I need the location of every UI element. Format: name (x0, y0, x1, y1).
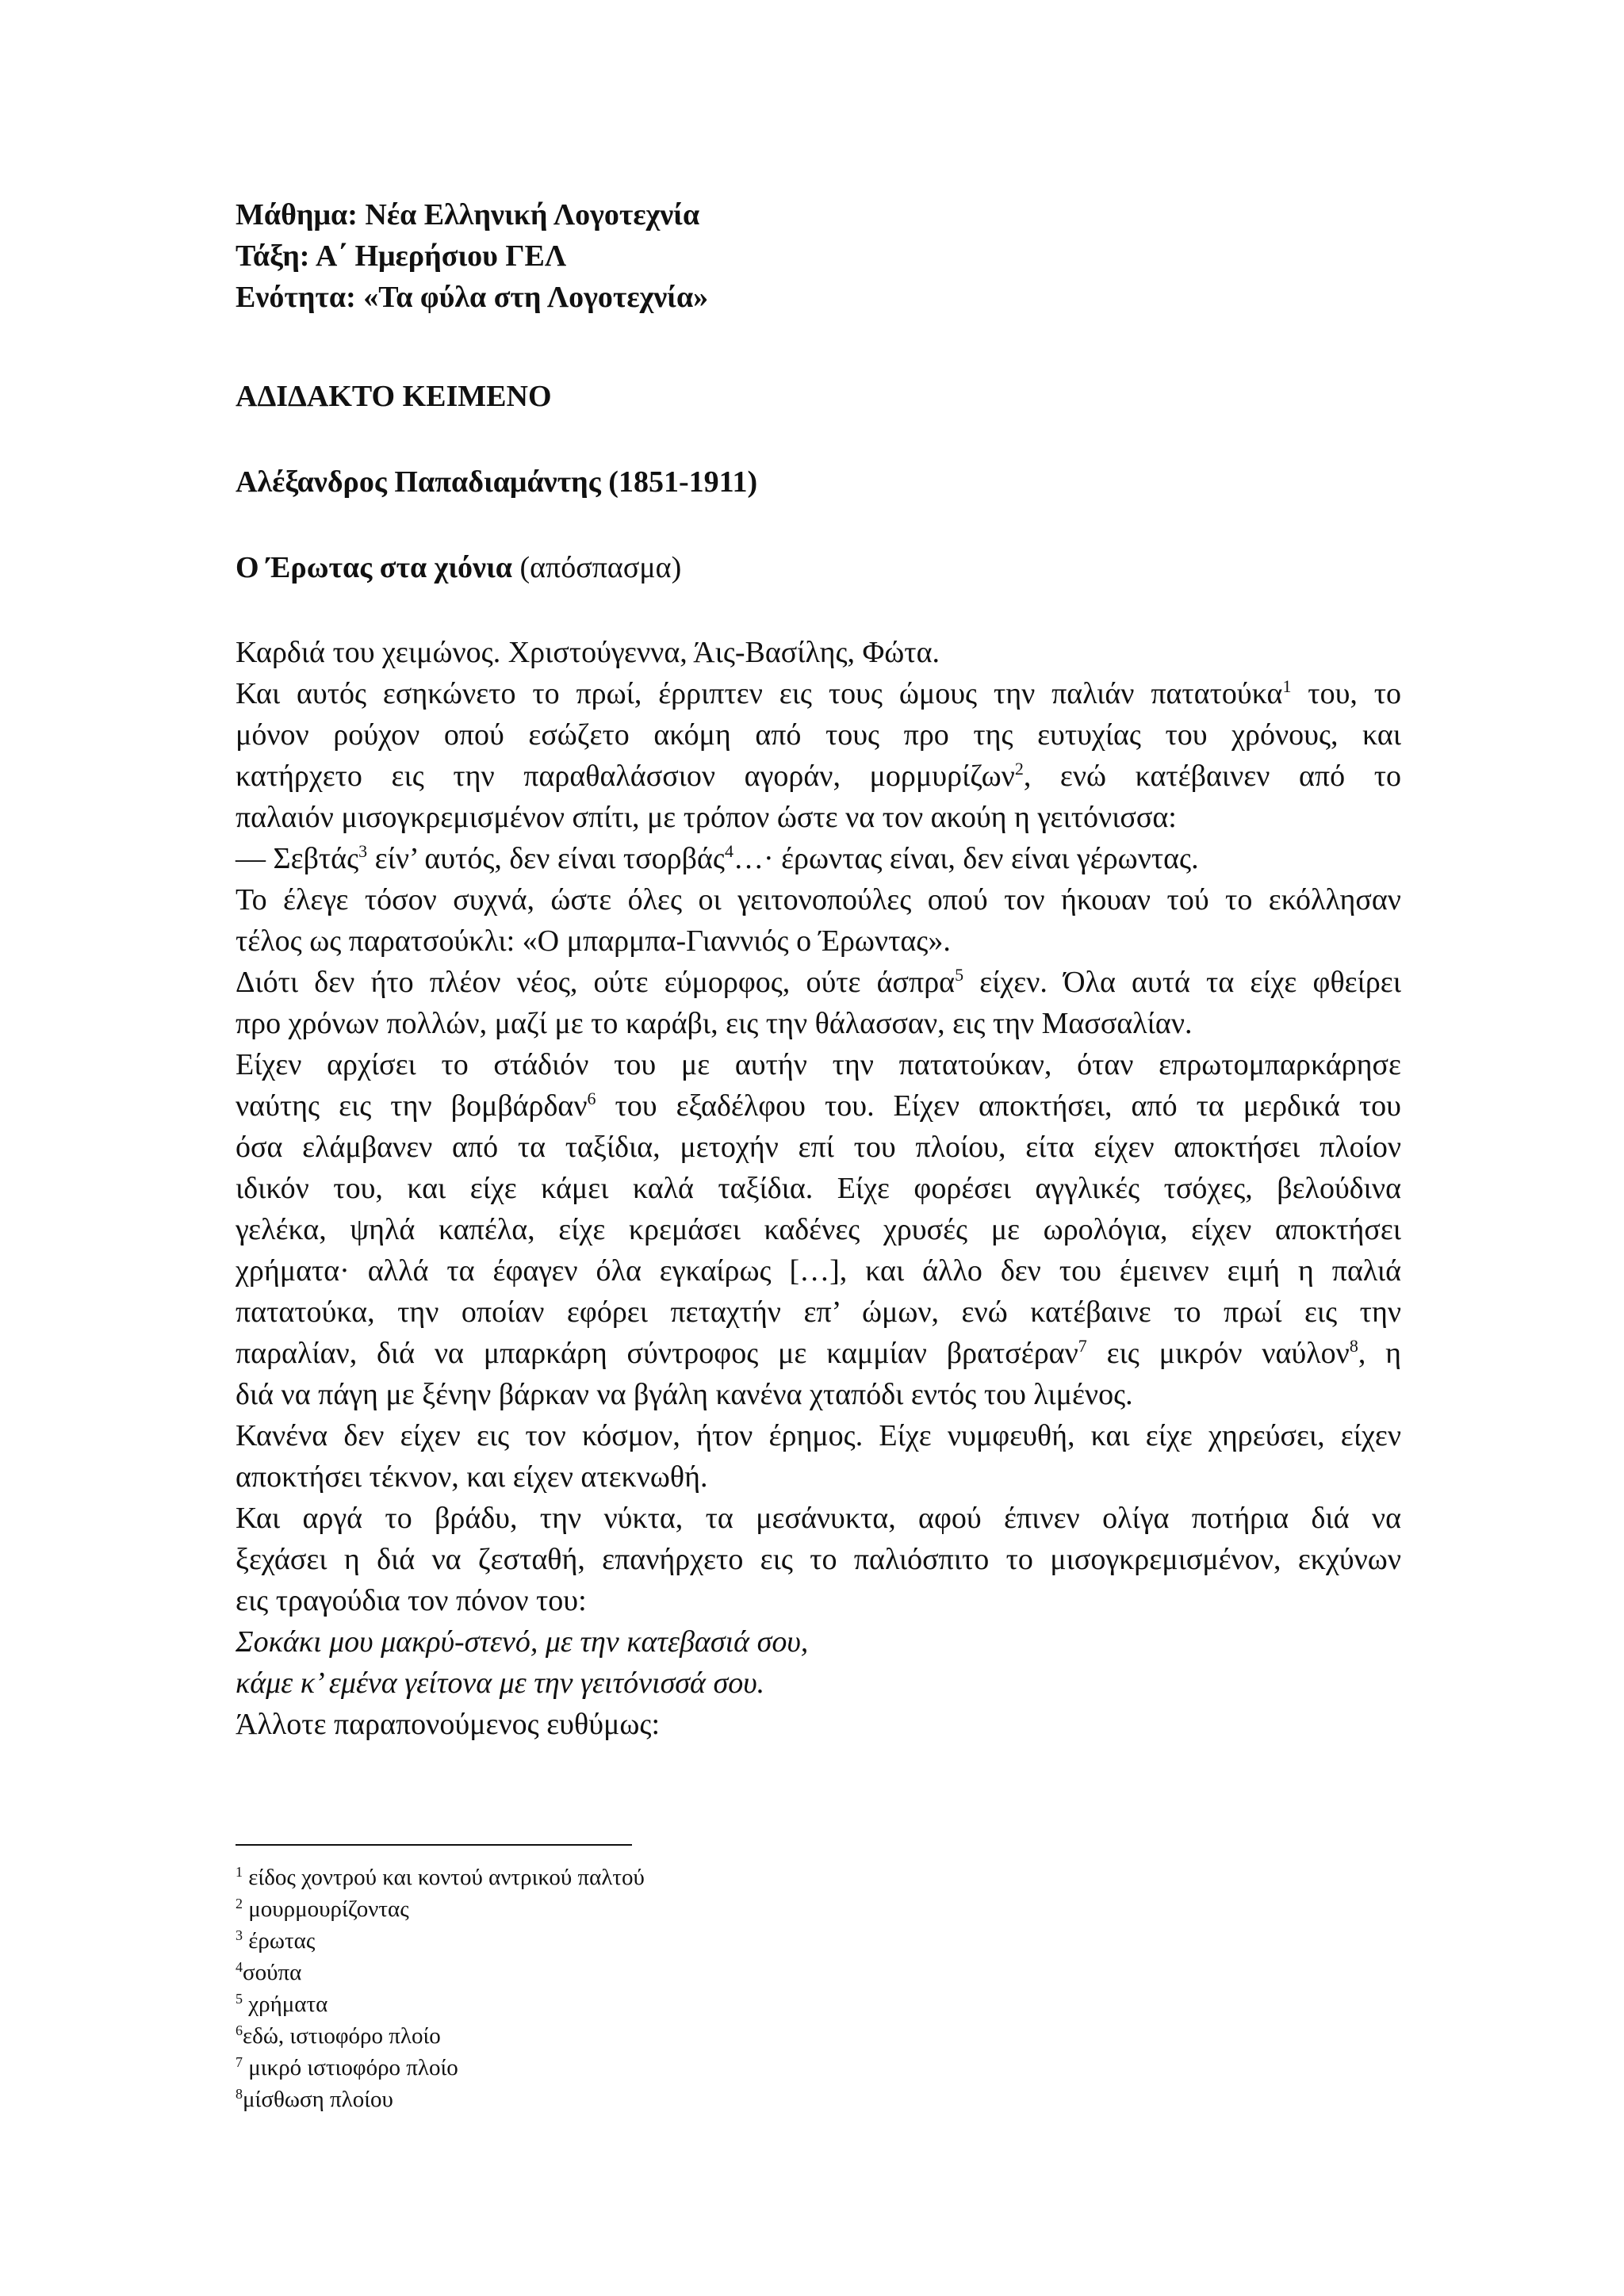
footnote-ref: 4 (724, 841, 733, 861)
footnote-ref: 7 (1078, 1336, 1087, 1356)
verse-line: Σοκάκι μου μακρύ-στενό, με την κατεβασιά σου, (236, 1625, 809, 1659)
text-line: Και αυτός εσηκώνετο το πρωί, έρριπτεν εις τους ώμους την παλιάν πατατούκα$^1$ του, το (236, 676, 1402, 710)
text-line: Κανένα δεν είχεν εις τον κόσμον, ήτον έρημος. Είχε νυμφευθή, και είχε χηρεύσει, είχεν (236, 1419, 1401, 1452)
footnote: $^7$ μικρό ιστιοφόρο πλοίο (236, 2054, 458, 2080)
text-line: εις τραγούδια τον πόνον του: (236, 1584, 587, 1617)
text-line: παραλίαν, διά να μπαρκάρη σύντροφος με καμμίαν βρατσέραν$^7$ εις μικρόν ναύλον$^8$, η (236, 1336, 1402, 1370)
text-line: Είχεν αρχίσει το στάδιόν του με αυτήν την πατατούκαν, όταν επρωτομπαρκάρησε (236, 1048, 1401, 1081)
class-line: Τάξη: Α΄ Ημερήσιου ΓΕΛ (236, 239, 567, 273)
footnote-ref: 8 (1349, 1336, 1358, 1356)
text-line: αποκτήσει τέκνον, και είχεν ατεκνωθή. (236, 1460, 708, 1494)
footnote: $^1$ είδος χοντρού και κοντού αντρικού παλτού (236, 1864, 645, 1890)
text-line: ιδικόν του, και είχε κάμει καλά ταξίδια. Είχε φορέσει αγγλικές τσόχες, βελούδινα (236, 1172, 1401, 1205)
main-text (236, 632, 1401, 1745)
text-line: παλαιόν μισογκρεμισμένον σπίτι, με τρόπον ώστε να τον ακούη η γειτόνισσα: (236, 801, 1177, 834)
footnote-separator (236, 1844, 632, 1846)
text-line: μόνον ρούχον οπού εσώζετο ακόμη από τους προ της ευτυχίας του χρόνους, και (236, 718, 1401, 752)
text-line: διά να πάγη με ξένην βάρκαν να βγάλη κανένα χταπόδι εντός του λιμένος. (236, 1378, 1133, 1411)
text-line: Καρδιά του χειμώνος. Χριστούγεννα, Άις-Βασίλης, Φώτα. (236, 636, 940, 669)
work-title-line (236, 547, 1401, 588)
section-title: ΑΔΙΔΑΚΤΟ ΚΕΙΜΕΝΟ (236, 380, 552, 413)
text-line: Το έλεγε τόσον συχνά, ώστε όλες οι γειτονοπούλες οπού τον ήκουαν τού το εκόλλησαν (236, 883, 1401, 916)
text-line: Διότι δεν ήτο πλέον νέος, ούτε εύμορφος, ούτε άσπρα$^5$ είχεν. Όλα αυτά τα είχε φθείρει (236, 965, 1401, 999)
footnote: $^6$εδώ, ιστιοφόρο πλοίο (236, 2022, 441, 2049)
footnote: $^4$σούπα (236, 1959, 302, 1985)
text-line: προ χρόνων πολλών, μαζί με το καράβι, εις την θάλασσαν, εις την Μασσαλίαν. (236, 1007, 1193, 1040)
footnote-ref: 5 (955, 965, 964, 985)
author-line: Αλέξανδρος Παπαδιαμάντης (1851-1911) (236, 465, 758, 499)
text-line: γελέκα, ψηλά καπέλα, είχε κρεμάσει καδένες χρυσές με ωρολόγια, είχεν αποκτήσει (236, 1213, 1401, 1246)
footnote-ref: 6 (587, 1089, 596, 1108)
text-line: Και αργά το βράδυ, την νύκτα, τα μεσάνυκτα, αφού έπινεν ολίγα ποτήρια διά να (236, 1502, 1401, 1535)
footnote: $^3$ έρωτας (236, 1927, 316, 1954)
text-line: ναύτης εις την βομβάρδαν$^6$ του εξαδέλφου του. Είχεν αποκτήσει, από τα μερδικά του (236, 1089, 1401, 1123)
lesson-line: Μάθημα: Νέα Ελληνική Λογοτεχνία (236, 198, 700, 232)
text-line: όσα ελάμβανεν από τα ταξίδια, μετοχήν επί του πλοίου, είτα είχεν αποκτήσει πλοίον (236, 1131, 1401, 1164)
footnote-ref: 1 (1282, 676, 1292, 696)
footnote: $^5$ χρήματα (236, 1991, 328, 2017)
work-note: (απόσπασμα) (511, 551, 682, 584)
footnote: $^8$μίσθωση πλοίου (236, 2086, 393, 2112)
footnote: $^2$ μουρμουρίζοντας (236, 1896, 409, 1922)
text-line: — Σεβτάς$^3$ είν’ αυτός, δεν είναι τσορβάς$^4$…· έρωντας είναι, δεν είναι γέρωντας. (236, 841, 1199, 875)
footnote-ref: 3 (358, 841, 368, 861)
text-line: πατατούκα, την οποίαν εφόρει πεταχτήν επ’ ώμων, ενώ κατέβαινε το πρωί εις την (236, 1295, 1401, 1329)
document-header (236, 194, 1401, 318)
text-line: ξεχάσει η διά να ζεσταθή, επανήρχετο εις το παλιόσπιτο το μισογκρεμισμένον, εκχύνων (236, 1543, 1401, 1576)
unit-line: Ενότητα: «Τα φύλα στη Λογοτεχνία» (236, 281, 709, 314)
verse-line: κάμε κ’ εμένα γείτονα με την γειτόνισσά σου. (236, 1667, 765, 1700)
text-line: τέλος ως παρατσούκλι: «Ο μπαρμπα-Γιαννιός ο Έρωντας». (236, 924, 951, 958)
text-line: Άλλοτε παραπονούμενος ευθύμως: (236, 1708, 661, 1741)
text-line: κατήρχετο εις την παραθαλάσσιον αγοράν, μορμυρίζων$^2$, ενώ κατέβαινεν από το (236, 759, 1401, 793)
work-title: Ο Έρωτας στα χιόνια (236, 551, 512, 584)
text-line: χρήματα· αλλά τα έφαγεν όλα εγκαίρως […], και άλλο δεν του έμεινεν ειμή η παλιά (236, 1254, 1401, 1288)
footnote-ref: 2 (1014, 759, 1024, 779)
